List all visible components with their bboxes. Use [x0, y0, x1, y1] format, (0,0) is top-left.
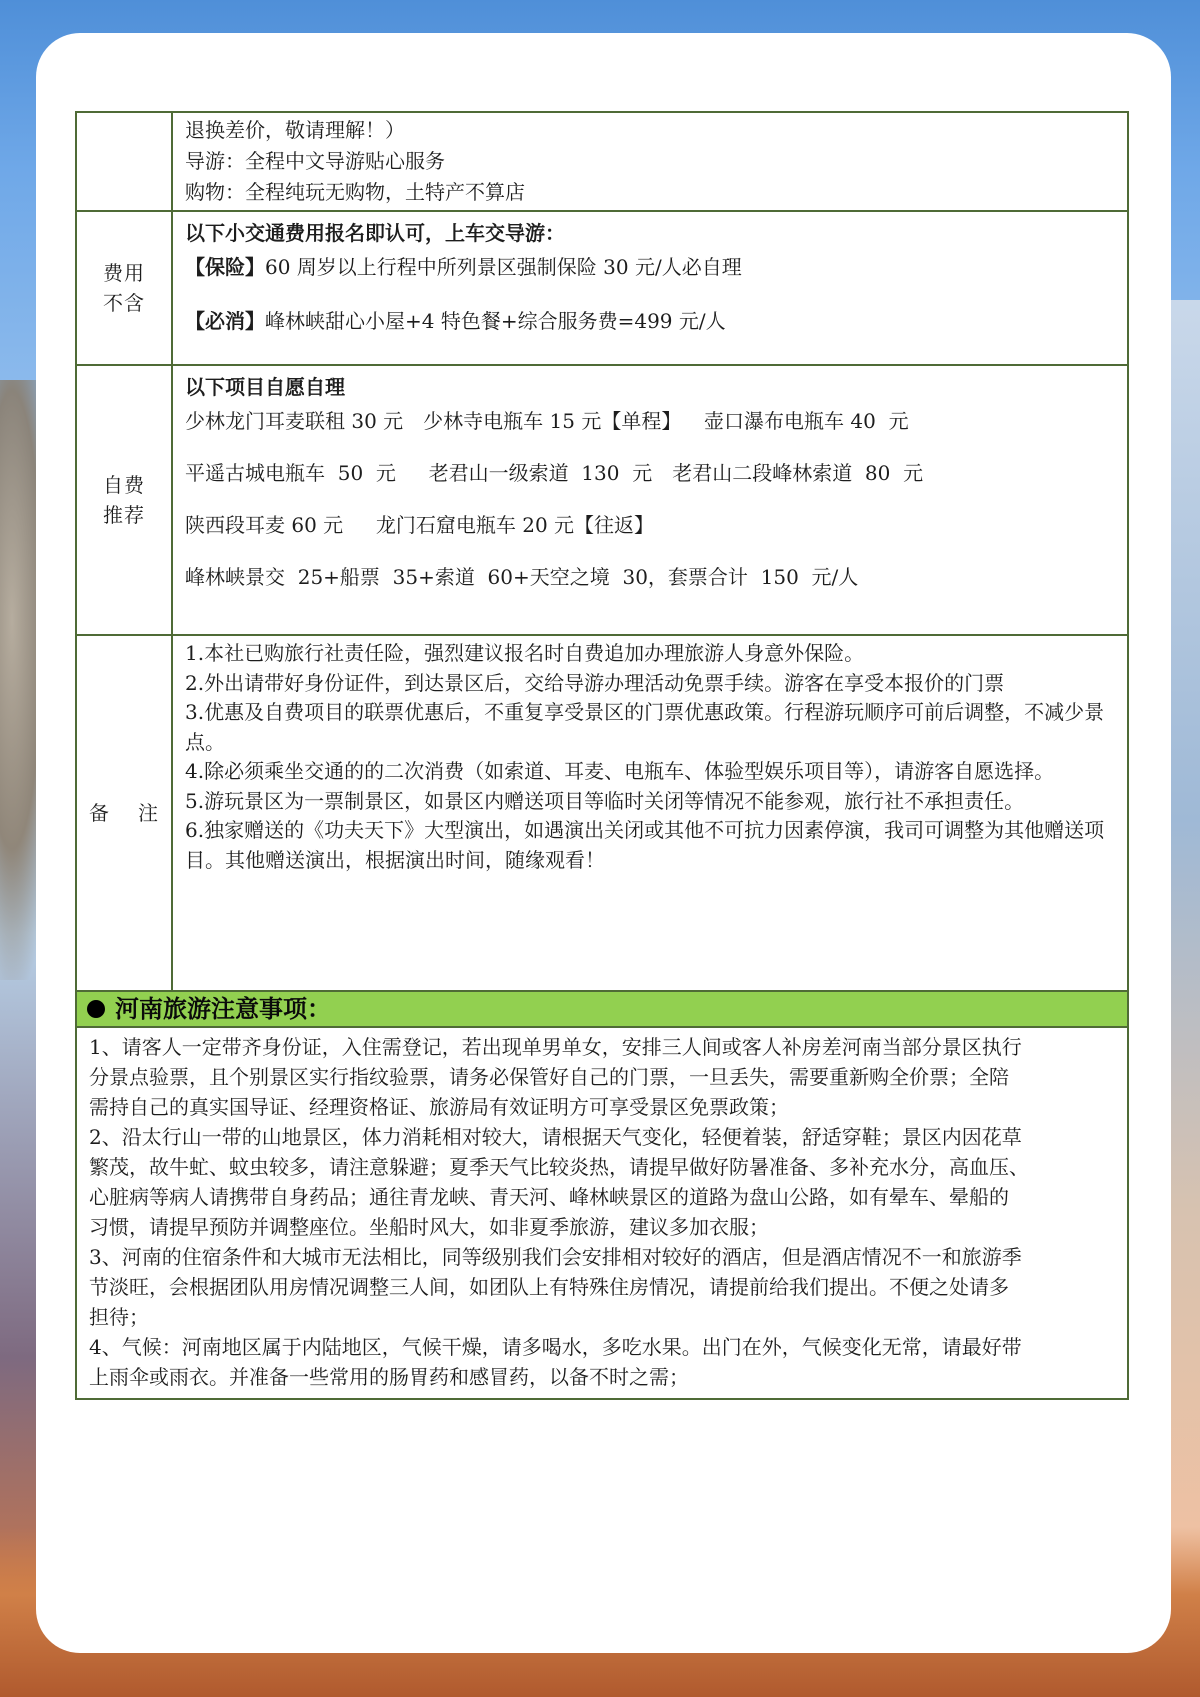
notice-header-row [76, 991, 1128, 1027]
notice-body [76, 1027, 1128, 1399]
optional-items-heading: 以下项目自愿自理 [185, 375, 345, 399]
remark-item: 2.外出请带好身份证件，到达景区后，交给导游办理活动免票手续。游客在享受本报价的门票 [185, 670, 1005, 695]
optional-items-content [172, 365, 1128, 635]
notice-line: 担待； [89, 1305, 149, 1329]
optional-line-2: 平遥古城电瓶车 50 元 老君山一级索道 130 元 老君山二段峰林索道 80 元 [185, 461, 924, 485]
notice-line: 2、沿太行山一带的山地景区，体力消耗相对较大，请根据天气变化，轻便着装，舒适穿鞋；景区内因花草 [89, 1125, 1022, 1149]
optional-line-3: 陕西段耳麦 60 元 龙门石窟电瓶车 20 元【往返】 [185, 513, 655, 537]
remark-item: 6.独家赠送的《功夫天下》大型演出，如遇演出关闭或其他不可抗力因素停演，我司可调整为其他赠送项目。其他赠送演出，根据演出时间，随缘观看！ [185, 818, 1105, 872]
notice-line: 4、气候：河南地区属于内陆地区，气候干燥，请多喝水，多吃水果。出门在外，气候变化无常，请最好带 [89, 1335, 1022, 1359]
remarks-label: 备 注 [76, 635, 172, 991]
insurance-line: 【保险】60 周岁以上行程中所列景区强制保险 30 元/人必自理 [185, 255, 742, 279]
price-note-line: 退换差价，敬请理解！） [185, 118, 405, 142]
optional-items-row [76, 365, 1128, 635]
empty-label-cell [76, 112, 172, 211]
optional-items-label: 自费 推荐 [76, 365, 172, 635]
notice-line: 3、河南的住宿条件和大城市无法相比，同等级别我们会安排相对较好的酒店，但是酒店情况不一和旅游季 [89, 1245, 1022, 1269]
notice-title: 河南旅游注意事项： [76, 991, 1128, 1027]
fees-excluded-row [76, 211, 1128, 365]
notice-line: 节淡旺，会根据团队用房情况调整三人间，如团队上有特殊住房情况，请提前给我们提出。不便之处请多 [89, 1275, 1009, 1299]
notice-line: 习惯，请提早预防并调整座位。坐船时风大，如非夏季旅游，建议多加衣服； [89, 1215, 769, 1239]
itinerary-table [75, 111, 1129, 1400]
notice-line: 繁茂，故牛虻、蚊虫较多，请注意躲避；夏季天气比较炎热，请提早做好防暑准备、多补充水分，高血压、 [89, 1155, 1029, 1179]
notice-line: 需持自己的真实国导证、经理资格证、旅游局有效证明方可享受景区免票政策； [89, 1095, 789, 1119]
remark-item: 5.游玩景区为一票制景区，如景区内赠送项目等临时关闭等情况不能参观，旅行社不承担责任。 [185, 788, 1025, 813]
remark-item: 1.本社已购旅行社责任险，强烈建议报名时自费追加办理旅游人身意外保险。 [185, 641, 865, 665]
remark-item: 3.优惠及自费项目的联票优惠后，不重复享受景区的门票优惠政策。行程游玩顺序可前后调整，不减少景点。 [185, 700, 1105, 754]
notice-line: 上雨伞或雨衣。并准备一些常用的肠胃药和感冒药，以备不时之需； [89, 1365, 689, 1389]
notice-line: 分景点验票，且个别景区实行指纹验票，请务必保管好自己的门票，一旦丢失，需要重新购全价票；全陪 [89, 1065, 1009, 1089]
notice-line: 1、请客人一定带齐身份证，入住需登记，若出现单男单女，安排三人间或客人补房差河南当部分景区执行 [89, 1035, 1022, 1059]
notice-line: 心脏病等病人请携带自身药品；通往青龙峡、青天河、峰林峡景区的道路为盘山公路，如有晕车、晕船的 [89, 1185, 1009, 1209]
service-continuation-row [76, 112, 1128, 211]
guide-line: 导游：全程中文导游贴心服务 [185, 149, 445, 173]
mandatory-line: 【必消】峰林峡甜心小屋+4 特色餐+综合服务费=499 元/人 [185, 309, 726, 333]
remarks-content [172, 635, 1128, 991]
remark-item: 4.除必须乘坐交通的的二次消费（如索道、耳麦、电瓶车、体验型娱乐项目等），请游客自愿选择。 [185, 759, 1055, 783]
remarks-row [76, 635, 1128, 991]
optional-line-1: 少林龙门耳麦联租 30 元 少林寺电瓶车 15 元【单程】 壶口瀑布电瓶车 40 元 [185, 409, 909, 433]
shopping-line: 购物：全程纯玩无购物，土特产不算店 [185, 180, 525, 204]
bullet-icon [87, 1000, 105, 1018]
fees-excluded-heading: 以下小交通费用报名即认可，上车交导游： [185, 221, 565, 245]
service-content [172, 112, 1128, 211]
fees-excluded-content [172, 211, 1128, 365]
fees-excluded-label: 费用 不含 [76, 211, 172, 365]
optional-line-4: 峰林峡景交 25+船票 35+索道 60+天空之境 30，套票合计 150 元/人 [185, 565, 859, 589]
notice-body-row [76, 1027, 1128, 1399]
